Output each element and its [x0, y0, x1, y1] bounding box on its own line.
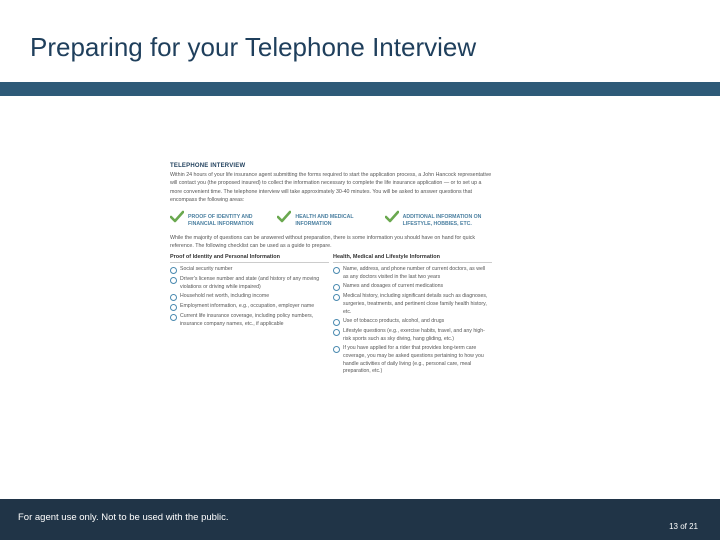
checklist-item-text: If you have applied for a rider that provides long-term care coverage, you may be asked questions pertaining to how you handle activities of daily living (e.g., personal care, meal preparation, etc.) [343, 345, 484, 375]
checklist-item-text: Names and dosages of current medications [343, 283, 444, 290]
checklist-item [333, 283, 492, 291]
checklist-item [170, 303, 329, 311]
circle-bullet-icon [333, 294, 340, 301]
checklist-item-text: Driver's license number and state (and history of any moving violations or driving while impaired) [180, 276, 320, 290]
circle-bullet-icon [170, 314, 177, 321]
footer-bar [0, 499, 720, 540]
checklist-item [333, 345, 492, 375]
circle-bullet-icon [170, 304, 177, 311]
preparation-note: While the majority of questions can be answered without preparation, there is some information you should have on hand for quick reference. The following checklist can be used as a guide to prepare. [170, 235, 476, 250]
circle-bullet-icon [170, 277, 177, 284]
check-item-additional [385, 210, 492, 232]
checklist-item-text: Household net worth, including income [180, 293, 270, 300]
document-excerpt [170, 163, 492, 378]
check-item-identity [170, 210, 277, 232]
page-number: 13 of 21 [669, 522, 698, 531]
check-label: PROOF OF IDENTITY AND FINANCIAL INFORMATION [188, 214, 254, 228]
checkmark-icon [170, 210, 184, 224]
checklist-item-text: Lifestyle questions (e.g., exercise habits, travel, and any high-risk sports such as sky diving, hang gliding, etc.) [343, 328, 485, 342]
checklist-item-text: Employment information, e.g., occupation, employer name [180, 303, 315, 310]
checklist-item-text: Social security number [180, 266, 233, 273]
checkmark-icon [277, 210, 291, 224]
column-heading: Proof of Identity and Personal Information [170, 254, 329, 263]
checklist-item [333, 266, 492, 281]
check-label: ADDITIONAL INFORMATION ON LIFESTYLE, HOBBIES, ETC. [402, 214, 482, 228]
circle-bullet-icon [333, 329, 340, 336]
health-column [333, 254, 492, 378]
checklist-item [170, 276, 329, 291]
checklist-item-text: Name, address, and phone number of current doctors, as well as any doctors visited in the last two years [343, 266, 486, 280]
checkmark-icon [385, 210, 399, 224]
check-areas [170, 210, 492, 232]
intro-paragraph: Within 24 hours of your life insurance agent submitting the forms required to start the application process, a John Hancock representative will contact you (the proposed insured) to collect the information necessary to complete the life insurance application — or to set up a more convenient time. The telephone interview will take approximately 30-40 minutes. You will be asked to answer questions that encompass the following areas: [170, 172, 492, 203]
column-heading: Health, Medical and Lifestyle Information [333, 254, 492, 263]
checklist-columns [170, 254, 492, 378]
checklist-item-text: Medical history, including significant details such as diagnoses, surgeries, treatments, and pertinent close family health history, etc. [343, 293, 488, 315]
circle-bullet-icon [170, 267, 177, 274]
circle-bullet-icon [333, 267, 340, 274]
check-item-health [277, 210, 384, 232]
slide-title: Preparing for your Telephone Interview [30, 32, 477, 62]
doc-heading: TELEPHONE INTERVIEW [170, 163, 246, 169]
identity-column [170, 254, 329, 378]
circle-bullet-icon [333, 346, 340, 353]
checklist-item [170, 293, 329, 301]
checklist-item [333, 328, 492, 343]
checklist-item-text: Use of tobacco products, alcohol, and drugs [343, 318, 445, 325]
circle-bullet-icon [333, 319, 340, 326]
circle-bullet-icon [170, 294, 177, 301]
checklist-item [170, 313, 329, 328]
footer-disclaimer: For agent use only. Not to be used with the public. [18, 512, 229, 523]
checklist-item-text: Current life insurance coverage, including policy numbers, insurance company names, etc., if applicable [180, 313, 314, 327]
checklist-item [170, 266, 329, 274]
check-label: HEALTH AND MEDICAL INFORMATION [295, 214, 354, 228]
checklist-item [333, 293, 492, 316]
title-divider-band [0, 82, 720, 96]
circle-bullet-icon [333, 284, 340, 291]
checklist-item [333, 318, 492, 326]
